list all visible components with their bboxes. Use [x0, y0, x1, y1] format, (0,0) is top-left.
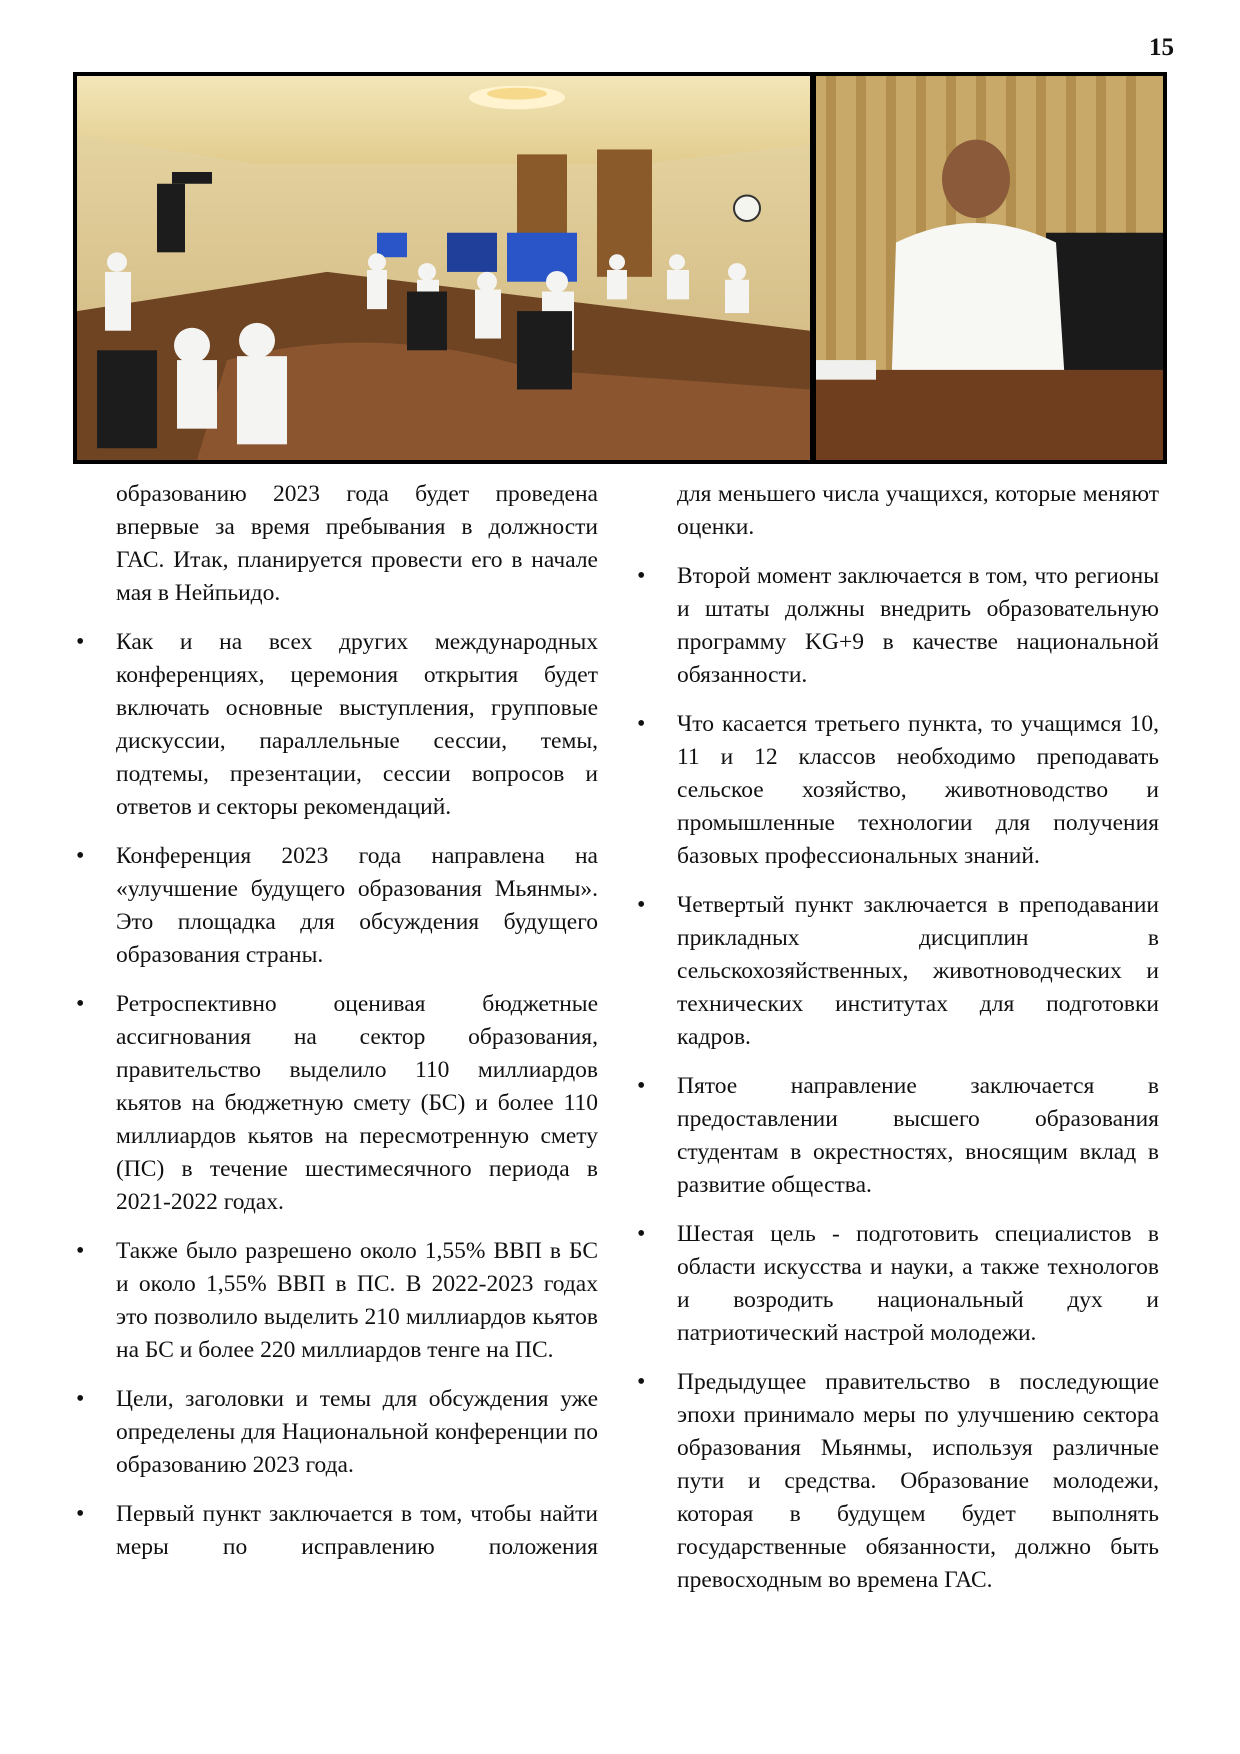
- bullet-item: • Также было разрешено около 1,55% ВВП в БС и около 1,55% ВВП в ПС. В 2022-2023 годах это позволило выделить 210 миллиардов кьятов на БС и более 220 миллиардов тенге на ПС.: [116, 1235, 598, 1367]
- bullet-item: • Пятое направление заключается в предоставлении высшего образования студентам в окрестностях, вносящим вклад в развитие общества.: [677, 1070, 1159, 1202]
- bullet-item: • Второй момент заключается в том, что регионы и штаты должны внедрить образовательную программу KG+9 в качестве национальной обязанности.: [677, 560, 1159, 692]
- bullet-list: [116, 626, 598, 1564]
- bullet-item: • Первый пункт заключается в том, чтобы найти меры по исправлению положения: [116, 1498, 598, 1564]
- continued-paragraph: для меньшего числа учащихся, которые меняют оценки.: [677, 481, 1159, 540]
- bullet-item: • Предыдущее правительство в последующие эпохи принимало меры по улучшению сектора образования Мьянмы, используя различные пути и средства. Образование молодежи, которая в будущем будет выполнять государственные обязанности, должно быть превосходным во времена ГАС.: [677, 1366, 1159, 1597]
- bullet-list: [677, 560, 1159, 1597]
- bullet-item: • Конференция 2023 года направлена на «улучшение будущего образования Мьянмы». Это площадка для обсуждения будущего образования страны.: [116, 840, 598, 972]
- text-column-right: [677, 478, 1159, 1597]
- bullet-item: • Что касается третьего пункта, то учащимся 10, 11 и 12 классов необходимо преподавать сельское хозяйство, животноводство и промышленные технологии для получения базовых профессиональных знаний.: [677, 708, 1159, 873]
- bullet-item: • Четвертый пункт заключается в преподавании прикладных дисциплин в сельскохозяйственных, животноводческих и технических институтах для подготовки кадров.: [677, 889, 1159, 1054]
- bullet-item: • Цели, заголовки и темы для обсуждения уже определены для Национальной конференции по образованию 2023 года.: [116, 1383, 598, 1482]
- page-number: 15: [1149, 34, 1174, 61]
- bullet-item: • Шестая цель - подготовить специалистов в области искусства и науки, а также технологов и возродить национальный дух и патриотический настрой молодежи.: [677, 1218, 1159, 1350]
- bullet-item: • Ретроспективно оценивая бюджетные ассигнования на сектор образования, правительство выделило 110 миллиардов кьятов на бюджетную смету (БС) и более 110 миллиардов кьятов на пересмотренную смету (ПС) в течение шестимесячного периода в 2021-2022 годах.: [116, 988, 598, 1219]
- continued-paragraph: образованию 2023 года будет проведена впервые за время пребывания в должности ГАС. Итак, планируется провести его в начале мая в Нейпьидо.: [116, 481, 598, 606]
- speaker-photo: [816, 76, 1163, 460]
- meeting-room-photo: [77, 76, 810, 460]
- photo-banner: [73, 72, 1167, 464]
- text-column-left: [116, 478, 598, 1564]
- bullet-item: • Как и на всех других международных конференциях, церемония открытия будет включать основные выступления, групповые дискуссии, параллельные сессии, темы, подтемы, презентации, сессии вопросов и ответов и секторы рекомендаций.: [116, 626, 598, 824]
